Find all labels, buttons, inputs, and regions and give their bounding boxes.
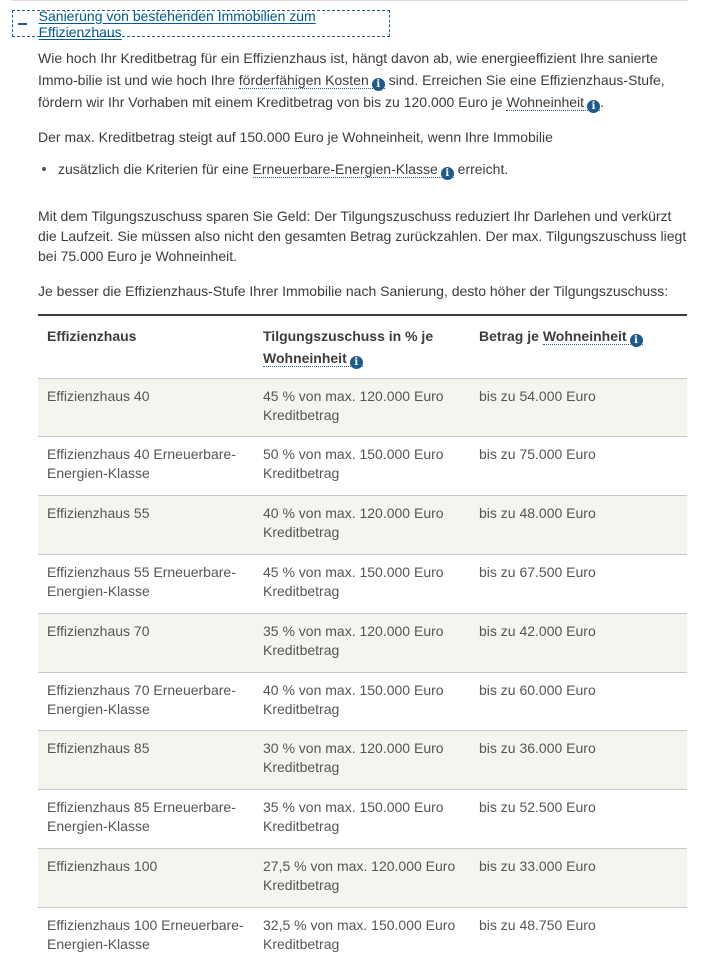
info-icon[interactable]: i — [372, 78, 385, 91]
table-intro: Je besser die Effizienzhaus-Stufe Ihrer Immobilie nach Sanierung, desto höher der Tilgungszuschuss: — [38, 283, 669, 299]
table-header-row — [38, 315, 687, 379]
cell-tilgungszuschuss: 50 % von max. 150.000 Euro Kreditbetrag — [263, 446, 444, 481]
intro-paragraph: Wie hoch Ihr Kreditbetrag für ein Effizienzhaus ist, hängt davon ab, wie energieeffizient Ihre sanierte Immo-bilie ist und wie hoch Ihre förderfähigen Kosten i sind. Erreichen Sie eine Effizienzhaus-Stufe, fördern wir Ihr Vorhaben mit einem Kreditbetrag von bis zu 120.000 Euro je Wohneinheit i . — [38, 50, 665, 112]
cell-betrag: bis zu 75.000 Euro — [479, 446, 596, 462]
table-row — [38, 379, 687, 437]
cell-effizienzhaus: Effizienzhaus 40 — [47, 388, 150, 404]
info-icon[interactable]: i — [350, 356, 363, 369]
cell-betrag: bis zu 54.000 Euro — [479, 388, 596, 404]
top-divider — [12, 0, 688, 1]
cell-tilgungszuschuss: 35 % von max. 150.000 Euro Kreditbetrag — [263, 799, 444, 834]
header-betrag: Betrag je Wohneinheit i — [470, 315, 687, 379]
cell-tilgungszuschuss: 32,5 % von max. 150.000 Euro Kreditbetrag — [263, 917, 456, 952]
table-row — [38, 496, 687, 555]
term-erneuerbare-energien-klasse[interactable]: Erneuerbare-Energien-Klasse i — [253, 161, 454, 178]
header-effizienzhaus: Effizienzhaus — [47, 328, 137, 344]
cell-betrag: bis zu 60.000 Euro — [479, 682, 596, 698]
cell-effizienzhaus: Effizienzhaus 100 — [47, 858, 158, 874]
accordion-title[interactable]: Sanierung von bestehenden Immobilien zum Effizienzhaus — [38, 7, 316, 40]
cell-effizienzhaus: Effizienzhaus 70 — [47, 623, 150, 639]
table-row — [38, 555, 687, 614]
cell-betrag: bis zu 48.750 Euro — [479, 917, 596, 933]
table-row — [38, 790, 687, 849]
cell-betrag: bis zu 36.000 Euro — [479, 740, 596, 756]
cell-effizienzhaus: Effizienzhaus 55 Erneuerbare-Energien-Klasse — [47, 564, 236, 599]
table-row — [38, 673, 687, 731]
accordion-toggle[interactable] — [12, 7, 390, 40]
cell-betrag: bis zu 52.500 Euro — [479, 799, 596, 815]
subsidy-table — [38, 314, 687, 964]
cell-effizienzhaus: Effizienzhaus 55 — [47, 505, 150, 521]
accordion-content — [38, 47, 688, 302]
info-icon[interactable]: i — [630, 334, 643, 347]
table-row — [38, 731, 687, 790]
term-wohneinheit[interactable]: Wohneinheit i — [506, 94, 600, 111]
cell-betrag: bis zu 42.000 Euro — [479, 623, 596, 639]
repayment-paragraph: Mit dem Tilgungszuschuss sparen Sie Geld: Der Tilgungszuschuss reduziert Ihr Darlehen und verkürzt die Laufzeit. Sie müssen also nicht den gesamten Betrag zurückzahlen. Der max. Tilgungszuschuss liegt bei 75.000 Euro je Wohneinheit. — [38, 208, 687, 264]
cell-effizienzhaus: Effizienzhaus 70 Erneuerbare-Energien-Klasse — [47, 682, 236, 717]
cell-tilgungszuschuss: 40 % von max. 120.000 Euro Kreditbetrag — [263, 505, 444, 540]
info-icon[interactable]: i — [587, 100, 600, 113]
cell-tilgungszuschuss: 35 % von max. 120.000 Euro Kreditbetrag — [263, 623, 444, 658]
cell-betrag: bis zu 33.000 Euro — [479, 858, 596, 874]
term-wohneinheit[interactable]: Wohneinheit i — [543, 328, 643, 345]
cell-effizienzhaus: Effizienzhaus 100 Erneuerbare-Energien-Klasse — [47, 917, 244, 952]
table-row — [38, 849, 687, 908]
term-foerderfaehige-kosten[interactable]: förderfähigen Kosten i — [239, 72, 385, 89]
cell-betrag: bis zu 67.500 Euro — [479, 564, 596, 580]
cell-tilgungszuschuss: 40 % von max. 150.000 Euro Kreditbetrag — [263, 682, 444, 717]
table-row — [38, 437, 687, 496]
list-item: zusätzlich die Kriterien für eine Erneuerbare-Energien-Klasse i erreicht. — [38, 158, 688, 180]
cell-tilgungszuschuss: 45 % von max. 150.000 Euro Kreditbetrag — [263, 564, 444, 599]
header-tilgungszuschuss: Tilgungszuschuss in % je Wohneinheit i — [263, 328, 434, 368]
cell-betrag: bis zu 48.000 Euro — [479, 505, 596, 521]
minus-icon — [18, 23, 27, 25]
term-wohneinheit[interactable]: Wohneinheit i — [263, 350, 363, 367]
cell-effizienzhaus: Effizienzhaus 85 Erneuerbare-Energien-Klasse — [47, 799, 236, 834]
info-icon[interactable]: i — [441, 167, 454, 180]
max-credit-paragraph: Der max. Kreditbetrag steigt auf 150.000 Euro je Wohneinheit, wenn Ihre Immobilie — [38, 129, 553, 145]
cell-tilgungszuschuss: 30 % von max. 120.000 Euro Kreditbetrag — [263, 740, 444, 775]
cell-tilgungszuschuss: 45 % von max. 120.000 Euro Kreditbetrag — [263, 388, 444, 423]
cell-tilgungszuschuss: 27,5 % von max. 120.000 Euro Kreditbetrag — [263, 858, 456, 893]
table-row — [38, 614, 687, 673]
cell-effizienzhaus: Effizienzhaus 40 Erneuerbare-Energien-Klasse — [47, 446, 236, 481]
bullet-icon — [42, 167, 46, 171]
cell-effizienzhaus: Effizienzhaus 85 — [47, 740, 150, 756]
table-row — [38, 908, 687, 964]
